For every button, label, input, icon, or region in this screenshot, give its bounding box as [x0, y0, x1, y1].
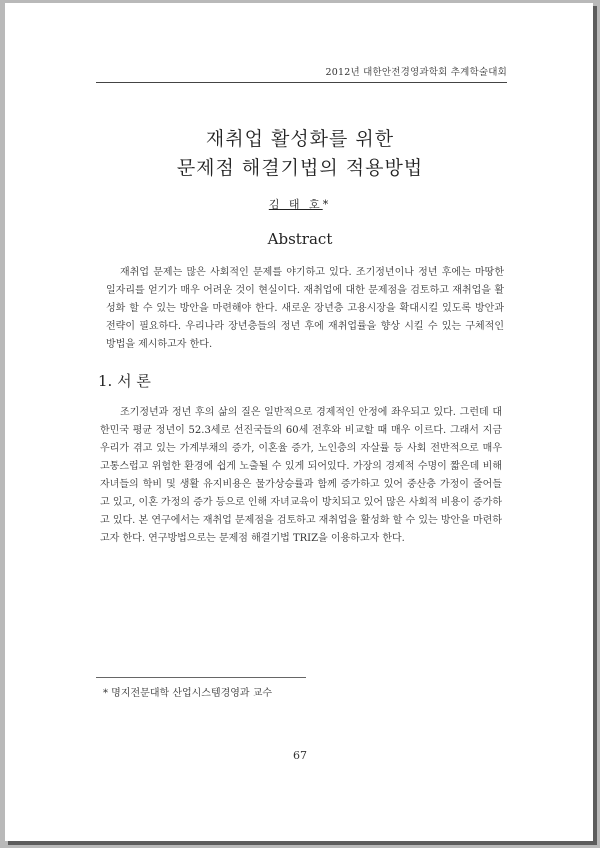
page-shadow-bottom — [8, 841, 597, 845]
introduction-body: 조기정년과 정년 후의 삶의 질은 일반적으로 경제적인 안정에 좌우되고 있다. 그런데 대한민국 평균 정년이 52.3세로 선진국들의 60세 전후와 비교할 때 매우 이르다. 그래서 지금 우리가 겪고 있는 가계부채의 증가, 이혼율 증가, 노인층의 자살률 등 사회 전반적으로 매우 고통스럽고 위험한 환경에 쉽게 노출될 수 있게 되어있다. 가장의 경제적 수명이 짧은데 비해 자녀들의 학비 및 생활 유지비용은 물가상승률과 함께 증가하고 있어 중산층 가정이 줄어들고 있고, 이혼 가정의 증가 등으로 인해 자녀교육이 방치되고 있어 많은 사회적 비용이 증가하고 있다. 본 연구에서는 재취업 문제점을 검토하고 재취업을 활성화 할 수 있는 방안을 마련하고자 한다. 연구방법으로는 문제점 해결기법 TRIZ을 이용하고자 한다. — [100, 407, 502, 544]
running-header: 2012년 대한안전경영과학회 추계학술대회 — [325, 67, 507, 78]
abstract-body: 재취업 문제는 많은 사회적인 문제를 야기하고 있다. 조기정년이나 정년 후에는 마땅한 일자리를 얻기가 매우 어려운 것이 현실이다. 재취업에 대한 문제점을 검토하고 재취업을 활성화 할 수 있는 방안을 마련해야 한다. 새로운 장년층 고용시장을 확대시킬 있도록 방안과 전략이 필요하다. 우리나라 장년층들의 정년 후에 재취업률을 향상 시킬 수 있는 구체적인 방법을 제시하고자 한다. — [106, 267, 504, 350]
title-line-1: 재취업 활성화를 위한 — [205, 128, 395, 150]
page-number: 67 — [293, 749, 307, 762]
section-heading-introduction: 1. 서 론 — [98, 372, 151, 390]
title-line-2: 문제점 해결기법의 적용방법 — [176, 157, 424, 179]
author — [0, 196, 600, 212]
abstract-heading: Abstract — [267, 230, 333, 248]
footnote-rule — [96, 677, 306, 678]
author-name: 김 태 호 — [268, 198, 323, 211]
footnote: * 명지전문대학 산업시스템경영과 교수 — [103, 688, 273, 699]
header-rule — [96, 82, 507, 83]
author-footnote-mark: * — [322, 198, 332, 211]
